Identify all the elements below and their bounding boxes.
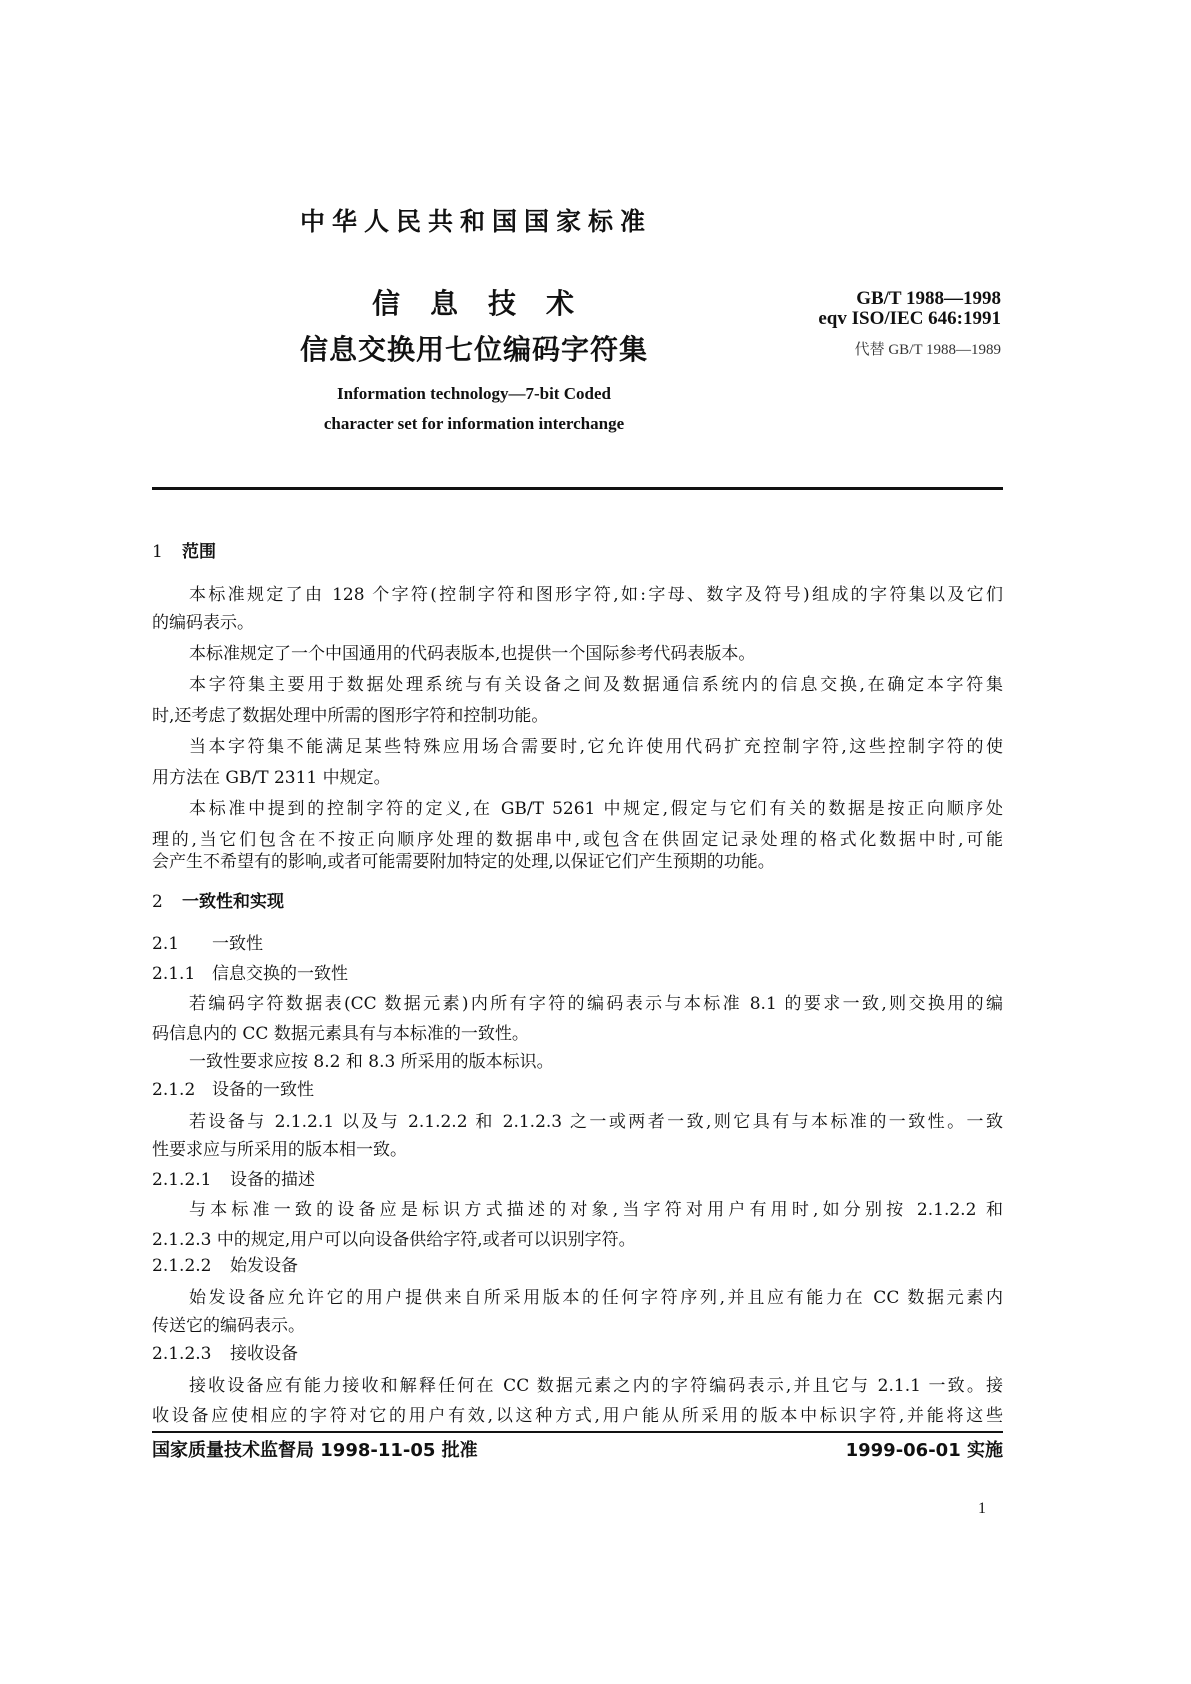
header-divider <box>152 487 1003 490</box>
section-title: 设备的一致性 <box>212 1080 314 1100</box>
subsection-heading <box>152 1251 1003 1276</box>
title-sub: 信息交换用七位编码字符集 <box>300 333 649 366</box>
section-number: 2.1 <box>152 934 180 954</box>
section-heading <box>152 537 1003 562</box>
title-english-line-2: character set for information interchange <box>323 414 625 433</box>
section-heading <box>152 887 1003 912</box>
section-title: 接收设备 <box>230 1344 298 1364</box>
paragraph-line: 时,还考虑了数据处理中所需的图形字符和控制功能。 <box>152 706 549 726</box>
paragraph-line: 若编码字符数据表(CC 数据元素)内所有字符的编码表示与本标准 8.1 的要求一致,则交换用的编 <box>189 994 1003 1014</box>
subsection-heading <box>152 1165 1003 1190</box>
title-english-line-1: Information technology—7-bit Coded <box>337 384 611 403</box>
paragraph-line: 性要求应与所采用的版本相一致。 <box>152 1140 407 1160</box>
replaces-standard: 代替 GB/T 1988—1989 <box>854 342 1001 358</box>
title-main: 信息技术 <box>372 287 605 320</box>
paragraph-line: 当本字符集不能满足某些特殊应用场合需要时,它允许使用代码扩充控制字符,这些控制字符的使 <box>189 737 1003 757</box>
paragraph-line: 与本标准一致的设备应是标识方式描述的对象,当字符对用户有用时,如分别按 2.1.2.2 和 <box>189 1200 1003 1220</box>
section-title: 一致性和实现 <box>182 892 284 912</box>
paragraph-line: 理的,当它们包含在不按正向顺序处理的数据串中,或包含在供固定记录处理的格式化数据中时,可能 <box>152 830 1003 850</box>
paragraph-line: 始发设备应允许它的用户提供来自所采用版本的任何字符序列,并且应有能力在 CC 数据元素内 <box>189 1288 1003 1308</box>
section-title: 设备的描述 <box>230 1170 315 1190</box>
effective-date: 1999-06-01 实施 <box>845 1440 1003 1461</box>
paragraph-line: 码信息内的 CC 数据元素具有与本标准的一致性。 <box>152 1024 529 1044</box>
approval-note: 国家质量技术监督局 1998-11-05 批准 <box>152 1440 478 1461</box>
equivalent-standard: eqv ISO/IEC 646:1991 <box>818 308 1001 329</box>
section-number: 2.1.1 <box>152 964 196 984</box>
section-number: 2.1.2.2 <box>152 1256 212 1276</box>
section-title: 信息交换的一致性 <box>212 964 348 984</box>
paragraph-line: 本标准规定了一个中国通用的代码表版本,也提供一个国际参考代码表版本。 <box>189 644 756 664</box>
section-number: 2.1.2.1 <box>152 1170 212 1190</box>
subsection-heading <box>152 1075 1003 1100</box>
paragraph-line: 若设备与 2.1.2.1 以及与 2.1.2.2 和 2.1.2.3 之一或两者一致,则它具有与本标准的一致性。一致 <box>189 1112 1003 1132</box>
paragraph-line: 2.1.2.3 中的规定,用户可以向设备供给字符,或者可以识别字符。 <box>152 1230 636 1250</box>
paragraph-line: 用方法在 GB/T 2311 中规定。 <box>152 768 391 788</box>
paragraph-line: 收设备应使相应的字符对它的用户有效,以这种方式,用户能从所采用的版本中标识字符,并能将这些 <box>152 1406 1003 1426</box>
national-standard-heading: 中华人民共和国国家标准 <box>300 207 653 236</box>
standard-code: GB/T 1988—1998 <box>856 288 1001 309</box>
paragraph-line: 接收设备应有能力接收和解释任何在 CC 数据元素之内的字符编码表示,并且它与 2.1.1 一致。接 <box>189 1376 1003 1396</box>
section-title: 一致性 <box>212 934 263 954</box>
section-title: 范围 <box>182 542 216 562</box>
page-number: 1 <box>978 1500 986 1517</box>
paragraph-line: 的编码表示。 <box>152 613 254 633</box>
paragraph-line: 一致性要求应按 8.2 和 8.3 所采用的版本标识。 <box>189 1052 554 1072</box>
paragraph-line: 会产生不希望有的影响,或者可能需要附加特定的处理,以保证它们产生预期的功能。 <box>152 852 775 872</box>
section-number: 2.1.2.3 <box>152 1344 212 1364</box>
paragraph-line: 传送它的编码表示。 <box>152 1316 305 1336</box>
subsection-heading <box>152 929 1003 954</box>
subsection-heading <box>152 1339 1003 1364</box>
paragraph-line: 本标准规定了由 128 个字符(控制字符和图形字符,如:字母、数字及符号)组成的字符集以及它们 <box>189 585 1003 605</box>
subsection-heading <box>152 959 1003 984</box>
section-number: 2 <box>152 892 163 912</box>
section-number: 2.1.2 <box>152 1080 196 1100</box>
section-number: 1 <box>152 542 163 562</box>
section-title: 始发设备 <box>230 1256 298 1276</box>
paragraph-line: 本字符集主要用于数据处理系统与有关设备之间及数据通信系统内的信息交换,在确定本字符集 <box>189 675 1003 695</box>
footer-divider <box>152 1431 1003 1433</box>
paragraph-line: 本标准中提到的控制字符的定义,在 GB/T 5261 中规定,假定与它们有关的数据是按正向顺序处 <box>189 799 1003 819</box>
